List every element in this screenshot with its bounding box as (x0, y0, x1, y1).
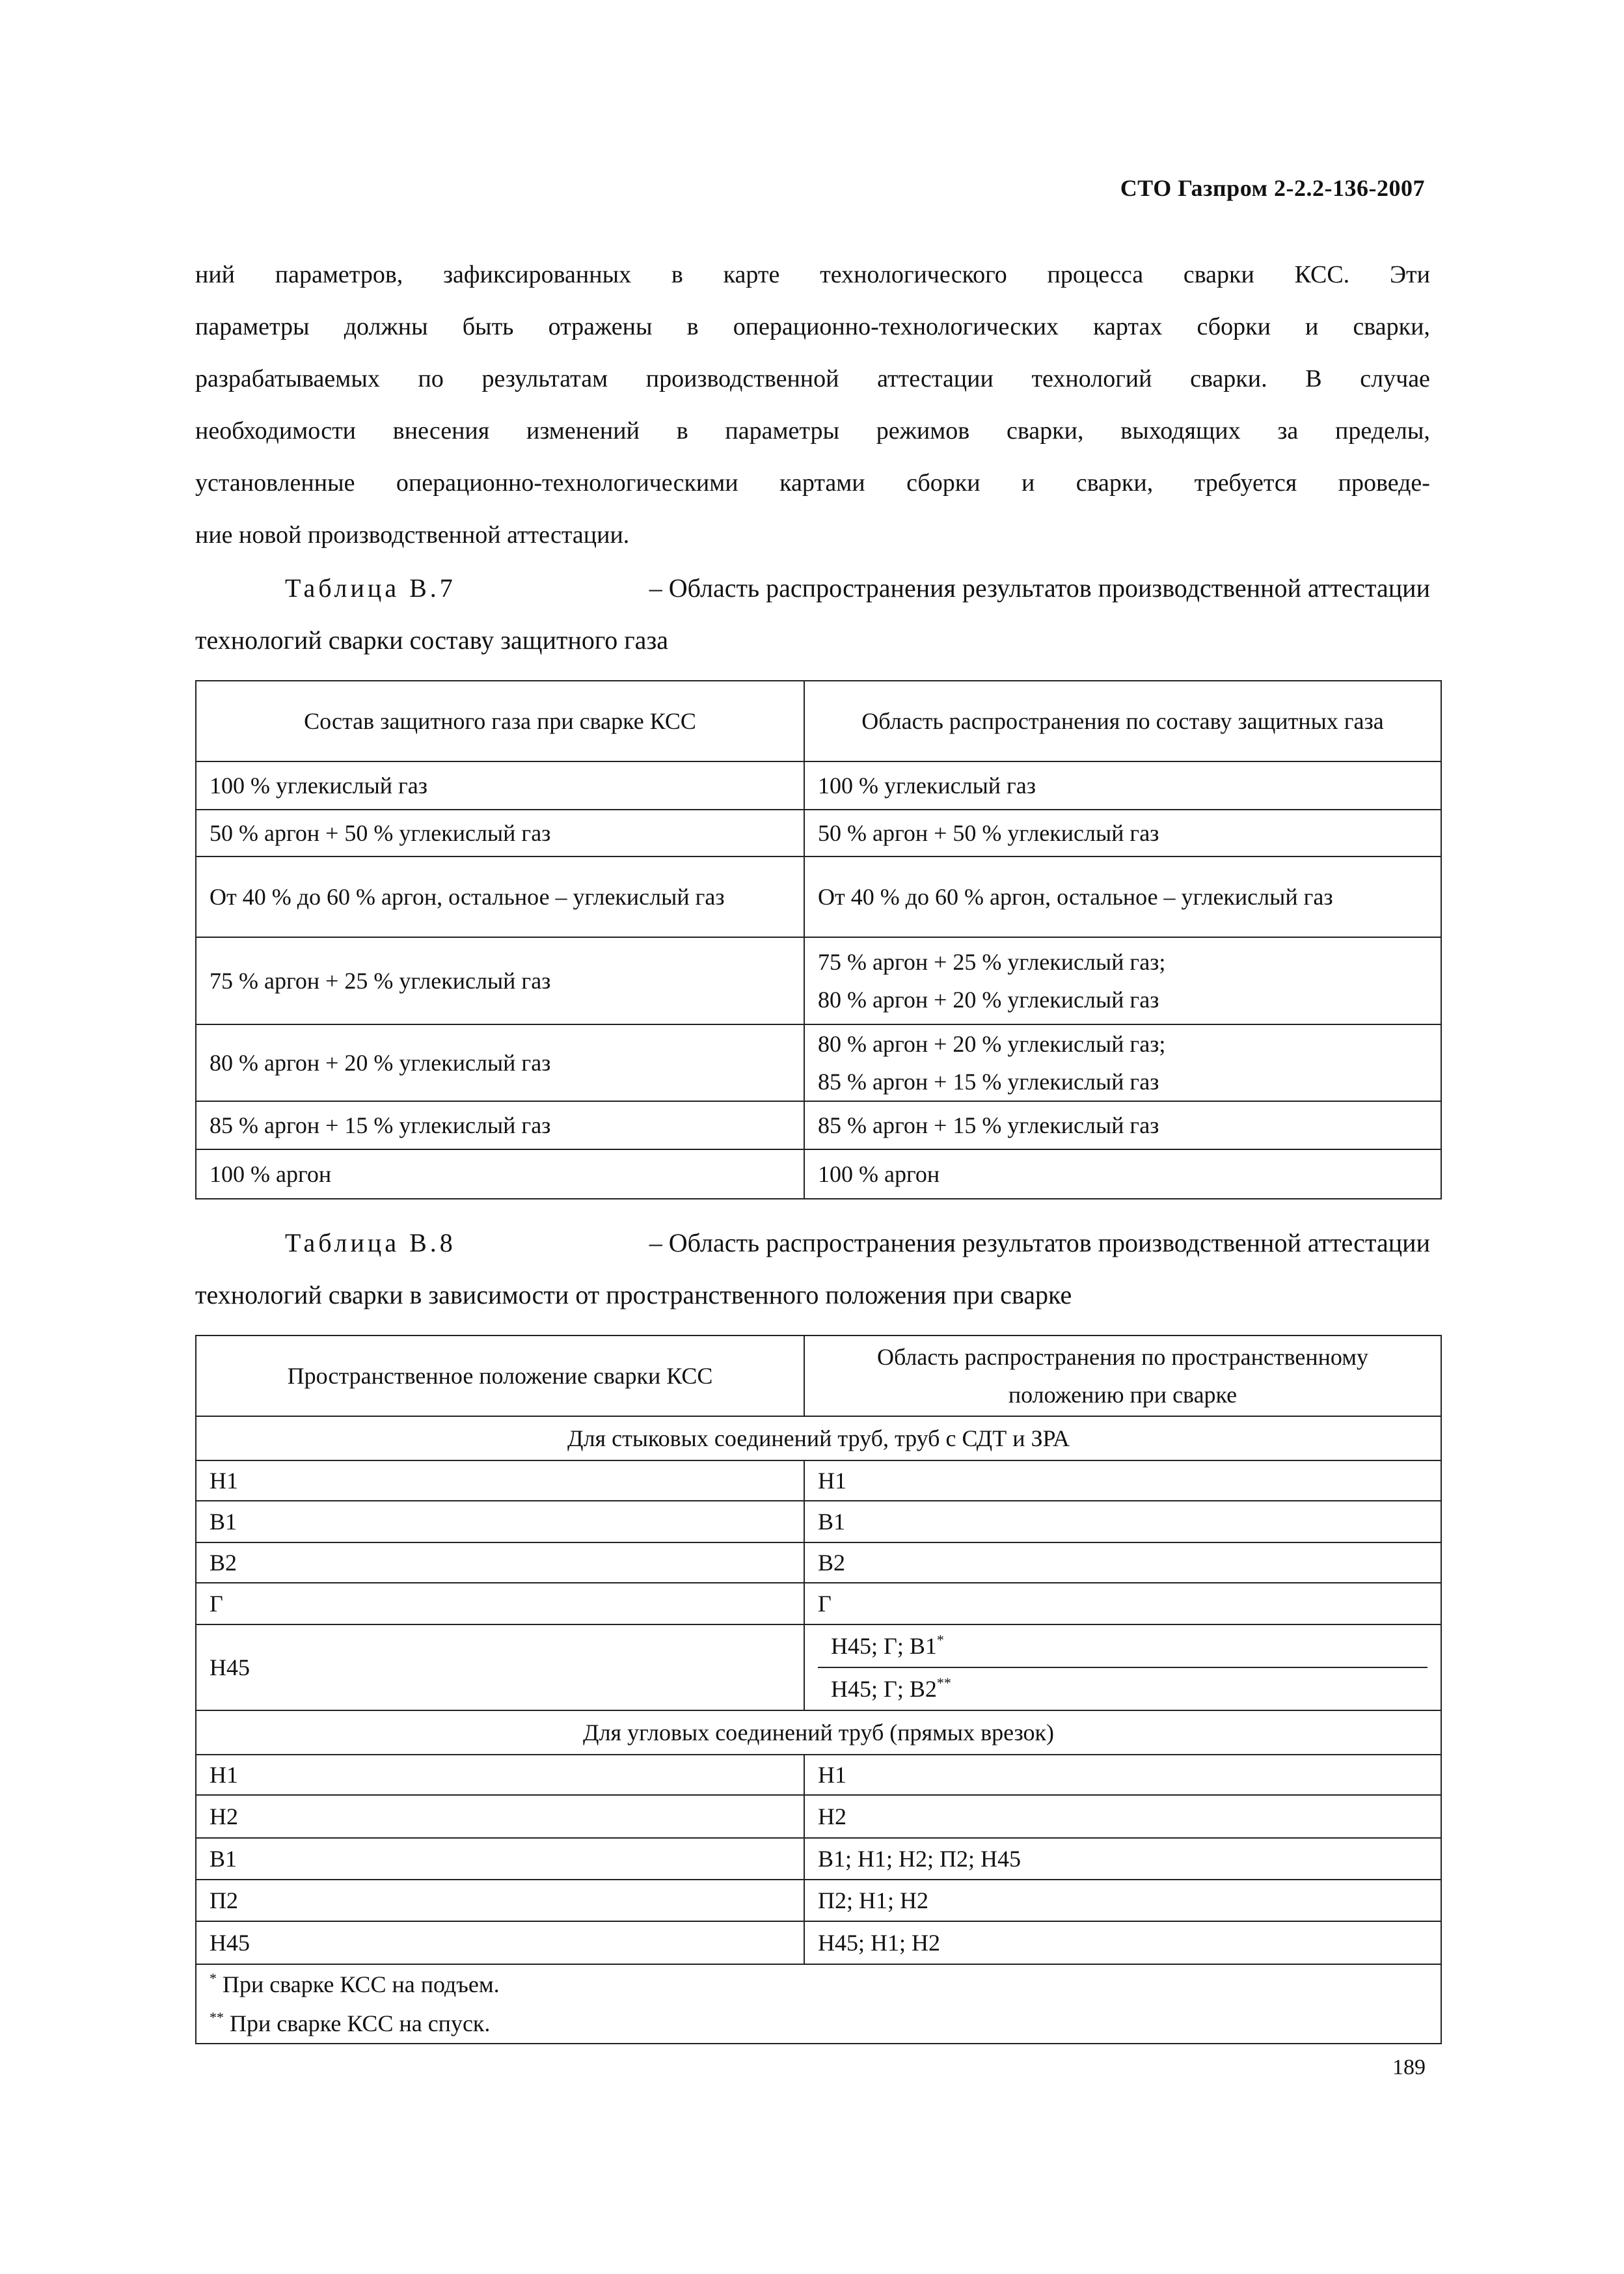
word: зафиксированных (443, 261, 632, 288)
word: необходимости (195, 417, 357, 445)
table-cell: Н45 (196, 1921, 804, 1964)
word: процесса (1047, 261, 1144, 288)
table8-caption-line2: технологий сварки в зависимости от пространственного положения при сварке (195, 1280, 1072, 1309)
table-cell: В2 (196, 1542, 804, 1583)
table7-caption-prefix: Таблица В.7 (285, 573, 456, 603)
table-cell: Н1 (196, 1460, 804, 1501)
intro-line (195, 353, 1430, 405)
word: сборки (906, 469, 981, 497)
word: технологий (1031, 365, 1152, 392)
table-cell: В1 (804, 1501, 1441, 1542)
table-cell: 100 % углекислый газ (804, 761, 1441, 810)
word: аттестации (877, 365, 994, 392)
word: сварки, (1353, 313, 1430, 340)
table-cell: Н2 (196, 1795, 804, 1838)
word: и (1021, 469, 1035, 497)
footnote-mark: * (210, 1970, 217, 1986)
table-cell: В1 (196, 1501, 804, 1542)
table8 (195, 1335, 1442, 2044)
table-cell: Г (196, 1583, 804, 1624)
word: режимов (876, 417, 970, 445)
table7-caption (195, 562, 1430, 666)
word: Эти (1389, 261, 1430, 288)
intro-line (195, 249, 1430, 301)
table8-caption (195, 1217, 1430, 1321)
table8-caption-prefix: Таблица В.8 (285, 1228, 456, 1257)
intro-line (195, 301, 1430, 353)
table-cell: В2 (804, 1542, 1441, 1583)
table-cell: В1; Н1; Н2; П2; Н45 (804, 1838, 1441, 1880)
word: сборки (1197, 313, 1271, 340)
table-cell: От 40 % до 60 % аргон, остальное – углекислый газ (196, 856, 804, 937)
footnote-text: При сварке КСС на спуск. (230, 2010, 491, 2036)
word: по (418, 365, 444, 392)
word: результатам (481, 365, 608, 392)
word: параметры (195, 313, 310, 340)
table-cell: 50 % аргон + 50 % углекислый газ (804, 810, 1441, 856)
table7-header-right: Область распространения по составу защитных газа (804, 681, 1441, 761)
word: в (671, 261, 683, 288)
footnote-mark: ** (210, 2009, 224, 2025)
table-cell: 85 % аргон + 15 % углекислый газ (804, 1101, 1441, 1149)
table8-header-right: Область распространения по пространственному положению при сварке (804, 1336, 1441, 1416)
table-cell: Н1 (804, 1460, 1441, 1501)
footnote (210, 1965, 1428, 2004)
intro-line: ние новой производственной аттестации. (195, 521, 630, 549)
table7-caption-text: – Область распространения результатов производственной аттестации (649, 573, 1430, 603)
word: случае (1360, 365, 1430, 392)
word: производственной (645, 365, 839, 392)
table-cell: Н45; Н1; Н2 (804, 1921, 1441, 1964)
word: проведе- (1338, 469, 1430, 497)
word: КСС. (1294, 261, 1350, 288)
table8-caption-text: – Область распространения результатов производственной аттестации (649, 1228, 1430, 1257)
table7-header-left: Состав защитного газа при сварке КСС (196, 681, 804, 761)
word: карте (723, 261, 780, 288)
cell-line (818, 1625, 1428, 1667)
word: сварки. (1190, 365, 1267, 392)
table-cell: 100 % аргон (196, 1149, 804, 1199)
word: технологического (820, 261, 1007, 288)
table-cell: В1 (196, 1838, 804, 1880)
table7-caption-line2: технологий сварки составу защитного газа (195, 625, 668, 655)
table8-header-left: Пространственное положение сварки КСС (196, 1336, 804, 1416)
word: быть (462, 313, 514, 340)
intro-line (195, 457, 1430, 509)
table8-section-butt: Для стыковых соединений труб, труб с СДТ и ЗРА (196, 1416, 1441, 1460)
word: пределы, (1335, 417, 1430, 445)
word: отражены (548, 313, 653, 340)
table-cell: 75 % аргон + 25 % углекислый газ (196, 937, 804, 1024)
table-cell: П2; Н1; Н2 (804, 1880, 1441, 1921)
cell-line: 80 % аргон + 20 % углекислый газ (818, 987, 1159, 1013)
intro-line (195, 405, 1430, 457)
table-cell: От 40 % до 60 % аргон, остальное – углекислый газ (804, 856, 1441, 937)
footnote (210, 2004, 1428, 2043)
table-cell-multiline (804, 937, 1441, 1024)
word: В (1305, 365, 1322, 392)
word: требуется (1194, 469, 1297, 497)
word: параметров, (275, 261, 403, 288)
cell-line (818, 1667, 1428, 1710)
document-code: СТО Газпром 2-2.2-136-2007 (1120, 175, 1425, 201)
table-cell: 85 % аргон + 15 % углекислый газ (196, 1101, 804, 1149)
cell-line: 80 % аргон + 20 % углекислый газ; (818, 1031, 1166, 1057)
word: изменений (526, 417, 640, 445)
word: картах (1093, 313, 1163, 340)
table-cell: 100 % углекислый газ (196, 761, 804, 810)
word: в (676, 417, 688, 445)
word: сварки, (1076, 469, 1154, 497)
word: за (1277, 417, 1299, 445)
word: и (1305, 313, 1319, 340)
table-cell: Н1 (804, 1755, 1441, 1795)
word: внесения (392, 417, 490, 445)
word: параметры (725, 417, 840, 445)
table-cell: 80 % аргон + 20 % углекислый газ (196, 1024, 804, 1101)
table-cell: 100 % аргон (804, 1149, 1441, 1199)
footnote-mark: ** (936, 1675, 951, 1691)
footnote-text: При сварке КСС на подъем. (223, 1971, 500, 1997)
table-cell: Г (804, 1583, 1441, 1624)
word: операционно-технологических (733, 313, 1059, 340)
table-cell: П2 (196, 1880, 804, 1921)
word: установленные (195, 469, 355, 497)
intro-paragraph (195, 249, 1430, 561)
word: должны (344, 313, 428, 340)
footnote-mark: * (936, 1632, 944, 1648)
cell-line: 75 % аргон + 25 % углекислый газ; (818, 949, 1166, 975)
cell-text: Н45; Г; В2 (831, 1676, 937, 1702)
page-number: 189 (1392, 2055, 1426, 2079)
table7 (195, 680, 1442, 1199)
table-cell: Н1 (196, 1755, 804, 1795)
table-cell-split (804, 1624, 1441, 1710)
table-cell: Н45 (196, 1624, 804, 1710)
word: разрабатываемых (195, 365, 380, 392)
word: картами (779, 469, 865, 497)
cell-line: 85 % аргон + 15 % углекислый газ (818, 1069, 1159, 1095)
table8-footnotes (196, 1964, 1441, 2044)
word: ний (195, 261, 236, 288)
table8-section-corner: Для угловых соединений труб (прямых врезок) (196, 1710, 1441, 1755)
word: в (686, 313, 699, 340)
word: операционно-технологическими (396, 469, 738, 497)
word: сварки, (1007, 417, 1084, 445)
table-cell: 50 % аргон + 50 % углекислый газ (196, 810, 804, 856)
word: выходящих (1120, 417, 1241, 445)
table-cell-multiline (804, 1024, 1441, 1101)
table-cell: Н2 (804, 1795, 1441, 1838)
word: сварки (1183, 261, 1254, 288)
cell-text: Н45; Г; В1 (831, 1633, 937, 1659)
